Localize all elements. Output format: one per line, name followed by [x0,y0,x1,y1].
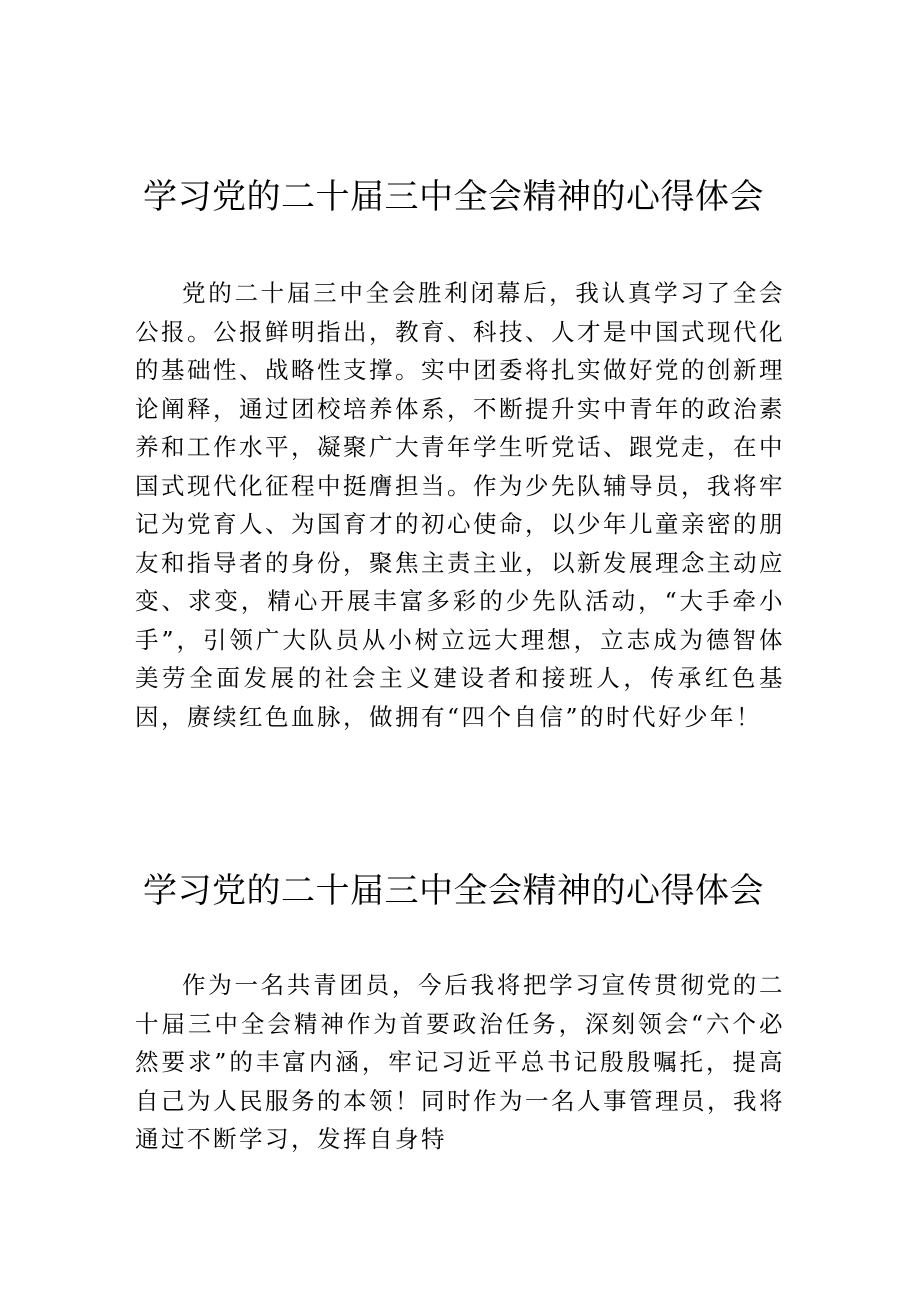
article-paragraph-1: 党的二十届三中全会胜利闭幕后，我认真学习了全会公报。公报鲜明指出，教育、科技、人才是中国式现代化的基础性、战略性支撑。实中团委将扎实做好党的创新理论阐释，通过团校培养体系，不断提升实中青年的政治素养和工作水平，凝聚广大青年学生听党话、跟党走，在中国式现代化征程中挺膺担当。作为少先队辅导员，我将牢记为党育人、为国育才的初心使命，以少年儿童亲密的朋友和指导者的身份，聚焦主责主业，以新发展理念主动应变、求变，精心开展丰富多彩的少先队活动，“大手牵小手”，引领广大队员从小树立远大理想，立志成为德智体美劳全面发展的社会主义建设者和接班人，传承红色基因，赓续红色血脉，做拥有“四个自信”的时代好少年！ [135,279,785,731]
article-title-2: 学习党的二十届三中全会精神的心得体会 [143,871,764,911]
article-paragraph-2: 作为一名共青团员，今后我将把学习宣传贯彻党的二十届三中全会精神作为首要政治任务，深刻领会“六个必然要求”的丰富内涵，牢记习近平总书记殷殷嘱托，提高自己为人民服务的本领！同时作为一名人事管理员，我将通过不断学习，发挥自身特 [135,971,785,1153]
article-section-1 [135,172,785,736]
article-title-1: 学习党的二十届三中全会精神的心得体会 [143,177,764,217]
article-section-2 [135,866,785,1159]
